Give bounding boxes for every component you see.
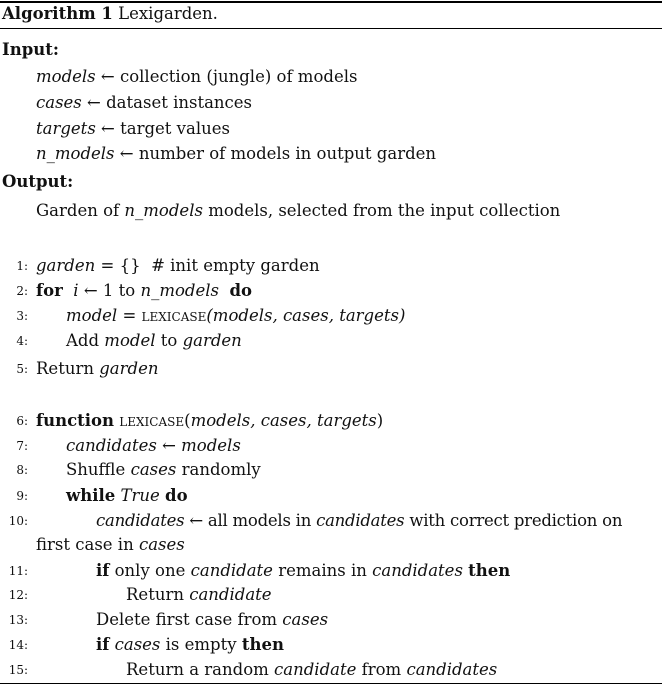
line-number: 14: — [8, 638, 28, 652]
line-number: 8: — [16, 463, 28, 477]
line-number: 11: — [8, 564, 28, 578]
line-number: 15: — [8, 663, 28, 677]
algo-line-13: Delete first case from cases — [96, 610, 329, 629]
line-number: 7: — [16, 439, 28, 453]
line-number: 4: — [16, 334, 28, 348]
algo-line-3: model = lexicase(models, cases, targets) — [66, 306, 406, 325]
algo-line-2: for i ← 1 to n_models do — [36, 281, 253, 300]
input-item: targets ← target values — [36, 119, 230, 138]
input-heading: Input: — [2, 40, 59, 59]
line-number: 6: — [16, 414, 28, 428]
algo-line-7: candidates ← models — [66, 436, 241, 455]
line-number: 1: — [16, 259, 28, 273]
algo-line-12: Return candidate — [126, 585, 272, 604]
algo-line-1: garden = {} # init empty garden — [36, 256, 320, 275]
top-rule — [0, 1, 662, 3]
line-number: 12: — [8, 588, 28, 602]
algo-line-4: Add model to garden — [66, 331, 242, 350]
algo-line-5: Return garden — [36, 359, 159, 378]
output-text: Garden of n_models models, selected from the input collection — [36, 201, 561, 220]
algo-line-10-cont: first case in cases — [36, 535, 185, 554]
algo-line-11: if only one candidate remains in candidates then — [96, 561, 511, 580]
line-number: 3: — [16, 309, 28, 323]
input-item: models ← collection (jungle) of models — [36, 67, 358, 86]
output-heading: Output: — [2, 172, 74, 191]
line-number: 13: — [8, 613, 28, 627]
input-item: cases ← dataset instances — [36, 93, 253, 112]
input-item: n_models ← number of models in output garden — [36, 144, 437, 163]
line-number: 9: — [16, 489, 28, 503]
caption-rule — [0, 28, 662, 29]
algo-line-10: candidates ← all models in candidates with correct prediction on — [96, 511, 623, 530]
algo-line-8: Shuffle cases randomly — [66, 460, 261, 479]
algorithm-caption — [2, 4, 218, 24]
algo-line-9: while True do — [66, 486, 188, 505]
algorithm-label: Algorithm 1 — [2, 4, 113, 23]
algo-line-15: Return a random candidate from candidates — [126, 660, 498, 679]
algorithm-title: Lexigarden. — [118, 4, 218, 23]
bottom-rule — [0, 683, 662, 684]
line-number: 5: — [16, 362, 28, 376]
algo-line-14: if cases is empty then — [96, 635, 284, 654]
line-number: 2: — [16, 284, 28, 298]
line-number: 10: — [8, 514, 28, 528]
algo-line-6: function lexicase(models, cases, targets) — [36, 411, 384, 430]
